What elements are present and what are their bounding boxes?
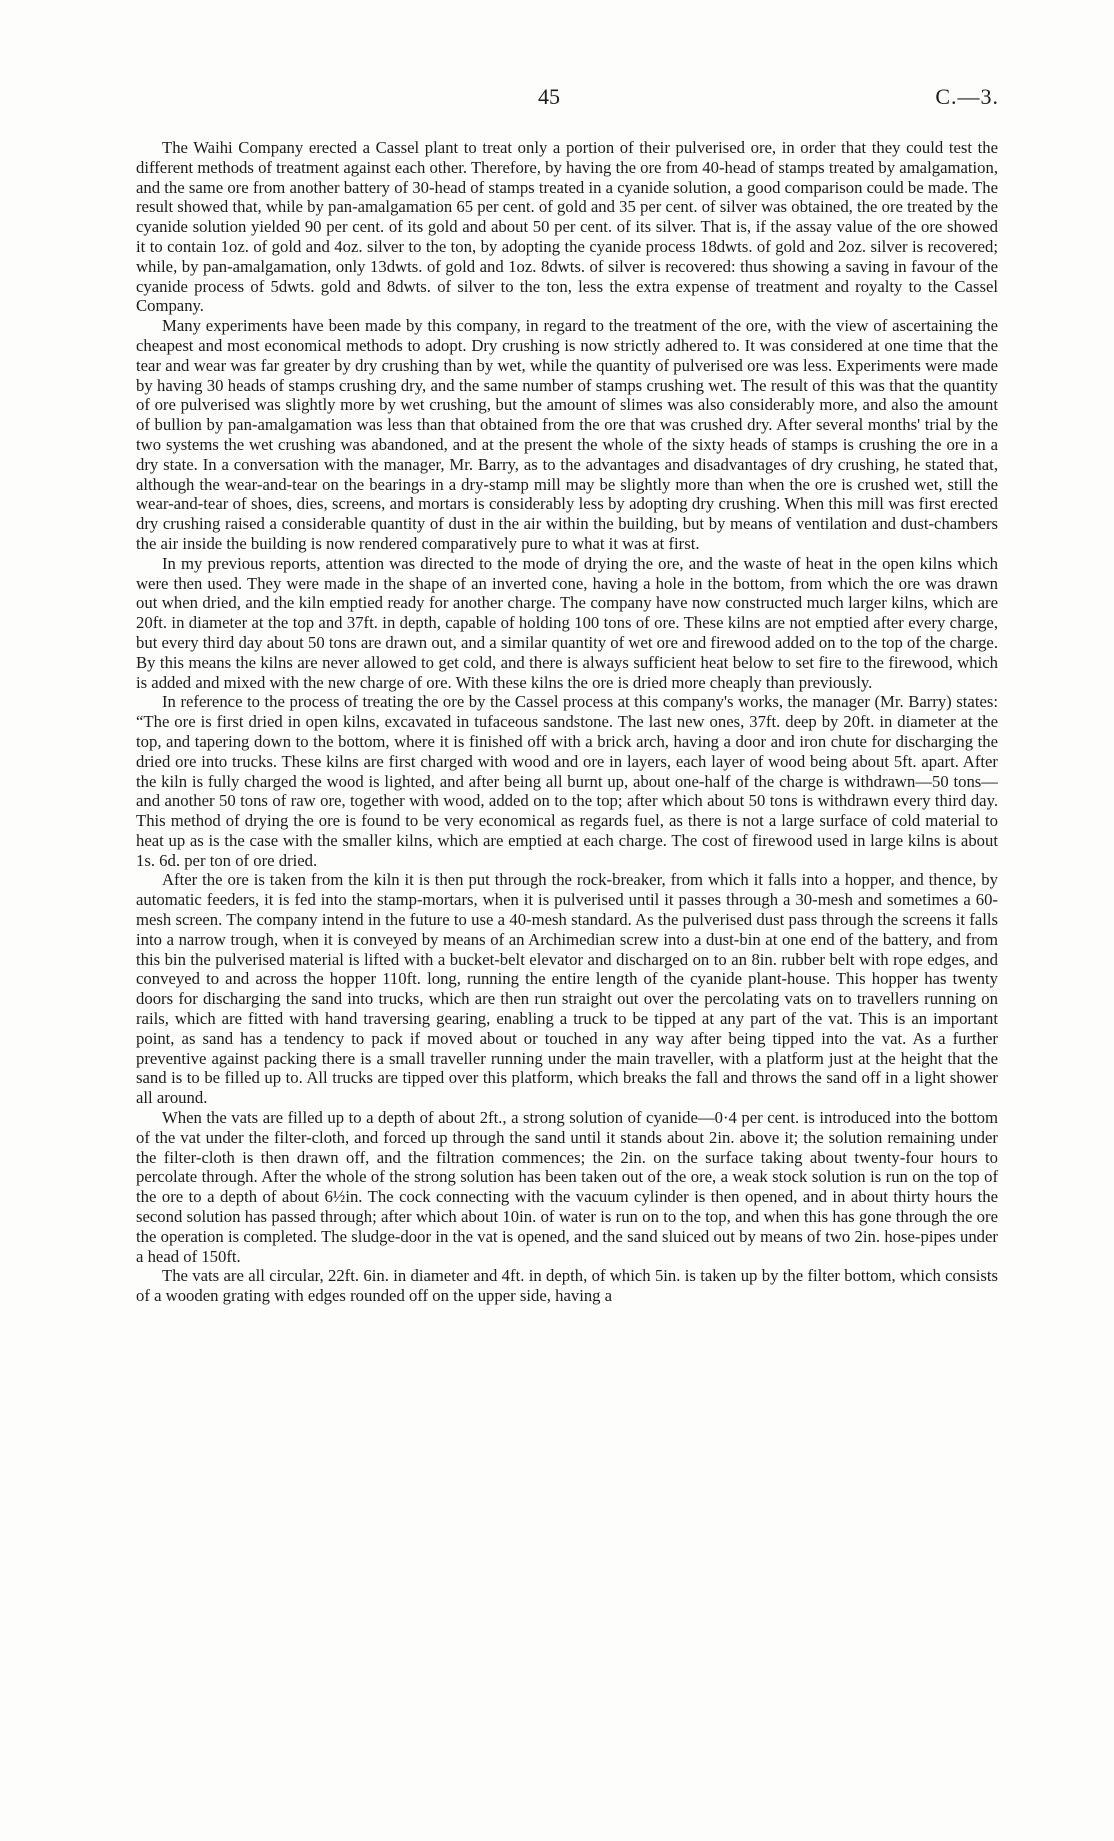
paragraph-rock-breaker-and-hopper: After the ore is taken from the kiln it is then put through the rock-breaker, from which it falls into a hopper, and thence, by automatic feeders, it is fed into the stamp-mortars, when it is pulverised until it passes through a 30-mesh and sometimes a 60-mesh screen. The company intend in the future to use a 40-mesh standard. As the pulverised dust pass through the screens it falls into a narrow trough, when it is conveyed by means of an Archimedian screw into a dust-bin at one end of the battery, and from this bin the pulverised material is lifted with a bucket-belt elevator and discharged on to an 8in. rubber belt with rope edges, and conveyed to and across the hopper 110ft. long, running the entire length of the cyanide plant-house. This hopper has twenty doors for discharging the sand into trucks, which are then run straight out over the percolating vats on to travellers running on rails, which are fitted with hand traversing gearing, enabling a truck to be tipped at any part of the vat. This is an important point, as sand has a tendency to pack if moved about or touched in any way after being tipped into the vat. As a further preventive against packing there is a small traveller running under the main traveller, with a platform just at the height that the sand is to be filled up to. All trucks are tipped over this platform, which breaks the fall and throws the sand off in a light shower all around. [136,870,998,1108]
series-reference: C.—3. [935,84,999,109]
paragraph-waihi-cassel-plant: The Waihi Company erected a Cassel plant to treat only a portion of their pulverised ore, in order that they could test the different methods of treatment against each other. Therefore, by having the ore from 40-head of stamps treated by amalgamation, and the same ore from another battery of 30-head of stamps treated in a cyanide solution, a good comparison could be made. The result showed that, while by pan-amalgamation 65 per cent. of gold and 35 per cent. of silver was obtained, the ore treated by the cyanide solution yielded 90 per cent. of its gold and about 50 per cent. of its silver. That is, if the assay value of the ore showed it to contain 1oz. of gold and 4oz. silver to the ton, by adopting the cyanide process 18dwts. of gold and 2oz. silver is recovered; while, by pan-amalgamation, only 13dwts. of gold and 1oz. 8dwts. of silver is recovered: thus showing a saving in favour of the cyanide process of 5dwts. gold and 8dwts. of silver to the ton, less the extra expense of treatment and royalty to the Cassel Company. [136,138,998,316]
body-text [136,138,998,1306]
paragraph-vat-construction: The vats are all circular, 22ft. 6in. in diameter and 4ft. in depth, of which 5in. is taken up by the filter bottom, which consists of a wooden grating with edges rounded off on the upper side, having a [136,1266,998,1306]
page-number: 45 [538,84,560,109]
paragraph-dry-crushing-experiments: Many experiments have been made by this company, in regard to the treatment of the ore, with the view of ascertaining the cheapest and most economical methods to adopt. Dry crushing is now strictly adhered to. It was considered at one time that the tear and wear was far greater by dry crushing than by wet, while the quantity of pulverised ore was less. Experiments were made by having 30 heads of stamps crushing dry, and the same number of stamps crushing wet. The result of this was that the quantity of ore pulverised was slightly more by wet crushing, but the amount of slimes was also considerably more, and also the amount of bullion by pan-amalgamation was less than that obtained from the ore that was crushed dry. After several months' trial by the two systems the wet crushing was abandoned, and at the present the whole of the sixty heads of stamps is crushing the ore in a dry state. In a conversation with the manager, Mr. Barry, as to the advantages and disadvantages of dry crushing, he stated that, although the wear-and-tear on the bearings in a dry-stamp mill may be slightly more than when the ore is crushed wet, still the wear-and-tear of shoes, dies, screens, and mortars is considerably less by adopting dry crushing. When this mill was first erected dry crushing raised a considerable quantity of dust in the air within the building, but by means of ventilation and dust-chambers the air inside the building is now rendered comparatively pure to what it was at first. [136,316,998,553]
paragraph-drying-kilns: In my previous reports, attention was directed to the mode of drying the ore, and the waste of heat in the open kilns which were then used. They were made in the shape of an inverted cone, having a hole in the bottom, from which the ore was drawn out when dried, and the kiln emptied ready for another charge. The company have now constructed much larger kilns, which are 20ft. in diameter at the top and 37ft. in depth, capable of holding 100 tons of ore. These kilns are not emptied after every charge, but every third day about 50 tons are drawn out, and a similar quantity of wet ore and firewood added on to the top of the charge. By this means the kilns are never allowed to get cold, and there is always sufficient heat below to set fire to the firewood, which is added and mixed with the new charge of ore. With these kilns the ore is dried more cheaply than previously. [136,553,998,692]
paragraph-cassel-process-statement: In reference to the process of treating the ore by the Cassel process at this company's works, the manager (Mr. Barry) states: “The ore is first dried in open kilns, excavated in tufaceous sandstone. The last new ones, 37ft. deep by 20ft. in diameter at the top, and tapering down to the bottom, where it is finished off with a brick arch, having a door and iron chute for discharging the dried ore into trucks. These kilns are first charged with wood and ore in layers, each layer of wood being about 5ft. apart. After the kiln is fully charged the wood is lighted, and after being all burnt up, about one-half of the charge is withdrawn—50 tons—and another 50 tons of raw ore, together with wood, added on to the top; after which about 50 tons is withdrawn every third day. This method of drying the ore is found to be very economical as regards fuel, as there is not a large surface of cold material to heat up as is the case with the smaller kilns, which are emptied at each charge. The cost of firewood used in large kilns is about 1s. 6d. per ton of ore dried. [136,692,998,870]
page-header [0,84,1114,118]
paragraph-cyanide-solution-treatment: When the vats are filled up to a depth of about 2ft., a strong solution of cyanide—0·4 per cent. is introduced into the bottom of the vat under the filter-cloth, and forced up through the sand until it stands about 2in. above it; the solution remaining under the filter-cloth is then drawn off, and the filtration commences; the 2in. on the surface taking about twenty-four hours to percolate through. After the whole of the strong solution has been taken out of the ore, a weak stock solution is run on the top of the ore to a depth of about 6½in. The cock connecting with the vacuum cylinder is then opened, and in about thirty hours the second solution has passed through; after which about 10in. of water is run on to the top, and when this has gone through the ore the operation is completed. The sludge-door in the vat is opened, and the sand sluiced out by means of two 2in. hose-pipes under a head of 150ft. [136,1108,998,1266]
